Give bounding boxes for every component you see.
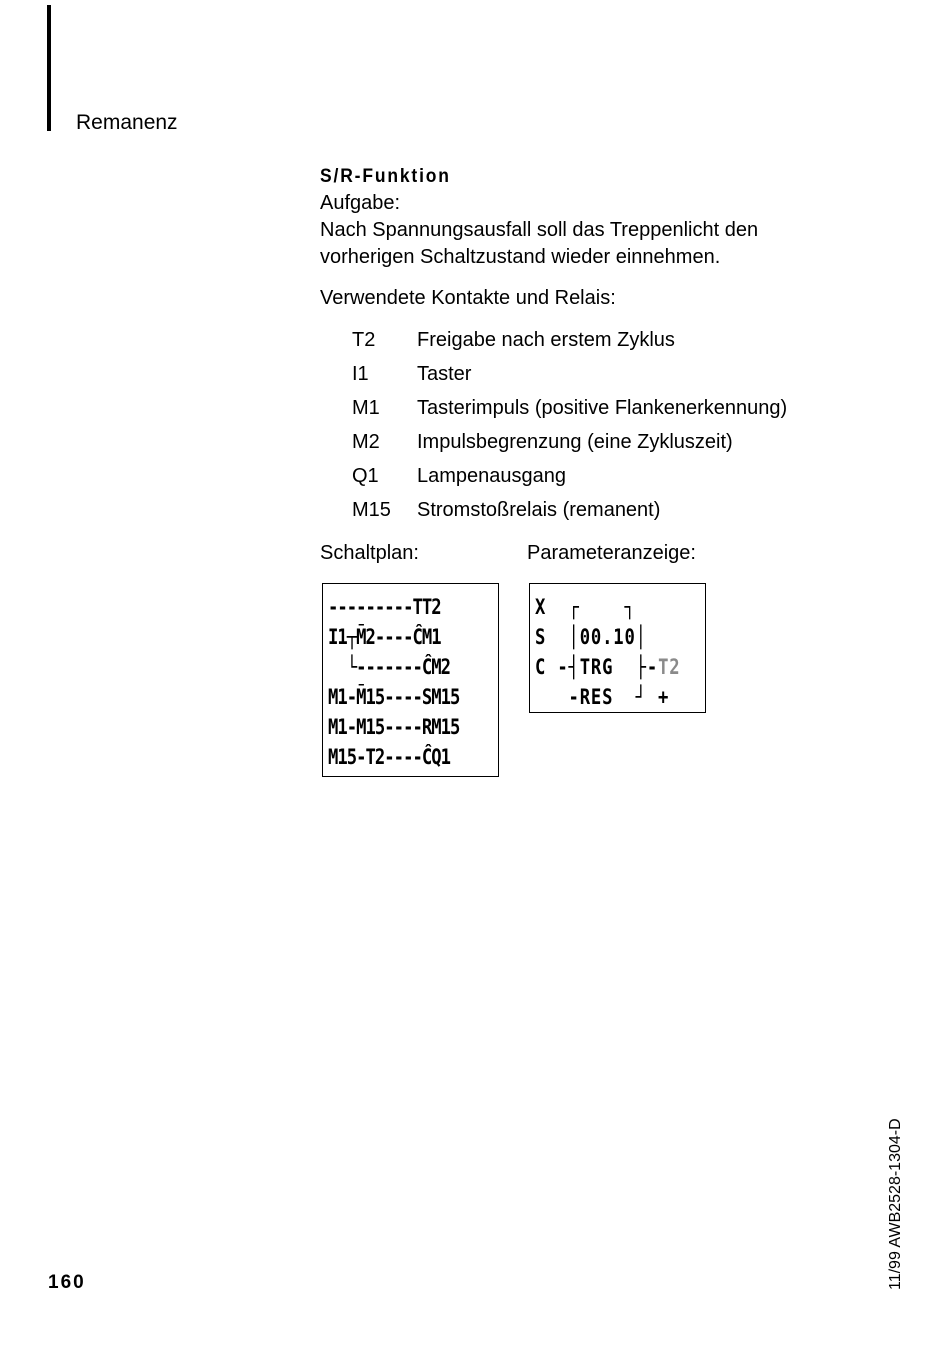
schaltplan-label: Schaltplan: [320,542,419,564]
document-code: 11/99 AWB2528-1304-D [887,1118,904,1290]
contact-row [352,357,920,391]
contact-row [352,391,920,425]
contact-description: Lampenausgang [417,465,567,487]
contact-description: Stromstoßrelais (remanent) [417,499,661,521]
contact-code: M2 [352,431,380,453]
contact-row [352,323,920,357]
contact-code: I1 [352,363,369,385]
parameter-line [535,652,680,682]
contact-code: M15 [352,499,391,521]
parameter-line: X ┌ ┐ [535,595,636,619]
section-heading: S/R-Funktion [320,166,451,187]
circuit-line: M15-T2----ĈQ1 [328,745,450,769]
contact-code: T2 [352,329,376,351]
parameter-line-prefix: C -┤TRG ├- [535,655,659,679]
contact-description: Taster [417,363,472,385]
circuit-line: └-------ĈM2 [328,655,450,679]
parameter-label: Parameteranzeige: [527,542,696,564]
contact-row [352,493,920,527]
contact-description: Impulsbegrenzung (eine Zykluszeit) [417,431,733,453]
schaltplan-display [322,583,499,777]
contact-code: Q1 [352,465,379,487]
running-head: Remanenz [76,111,178,134]
contact-description: Freigabe nach erstem Zyklus [417,329,675,351]
parameter-line: -RES ┘ + [535,685,670,709]
circuit-line: M1-M̄15----SM15 [328,685,460,709]
task-label: Aufgabe: [320,192,401,214]
contacts-label: Verwendete Kontakte und Relais: [320,287,616,309]
parameter-display [529,583,706,713]
contact-code: M1 [352,397,380,419]
circuit-line: M1-M15----RM15 [328,715,460,739]
contact-row [352,425,920,459]
circuit-line: I1┬M̄2----ĈM1 [328,625,441,649]
task-text-line-1: Nach Spannungsausfall soll das Treppenlicht den [320,219,759,241]
parameter-line: S │00.10│ [535,625,647,649]
margin-bar [47,5,51,131]
timer-highlight: T2 [658,655,681,679]
contact-row [352,459,920,493]
main-content [320,164,920,527]
circuit-line: ---------TT2 [328,595,441,619]
page-number: 160 [48,1272,86,1293]
task-text-line-2: vorherigen Schaltzustand wieder einnehmen. [320,246,721,268]
contacts-list [352,323,920,527]
contact-description: Tasterimpuls (positive Flankenerkennung) [417,397,788,419]
